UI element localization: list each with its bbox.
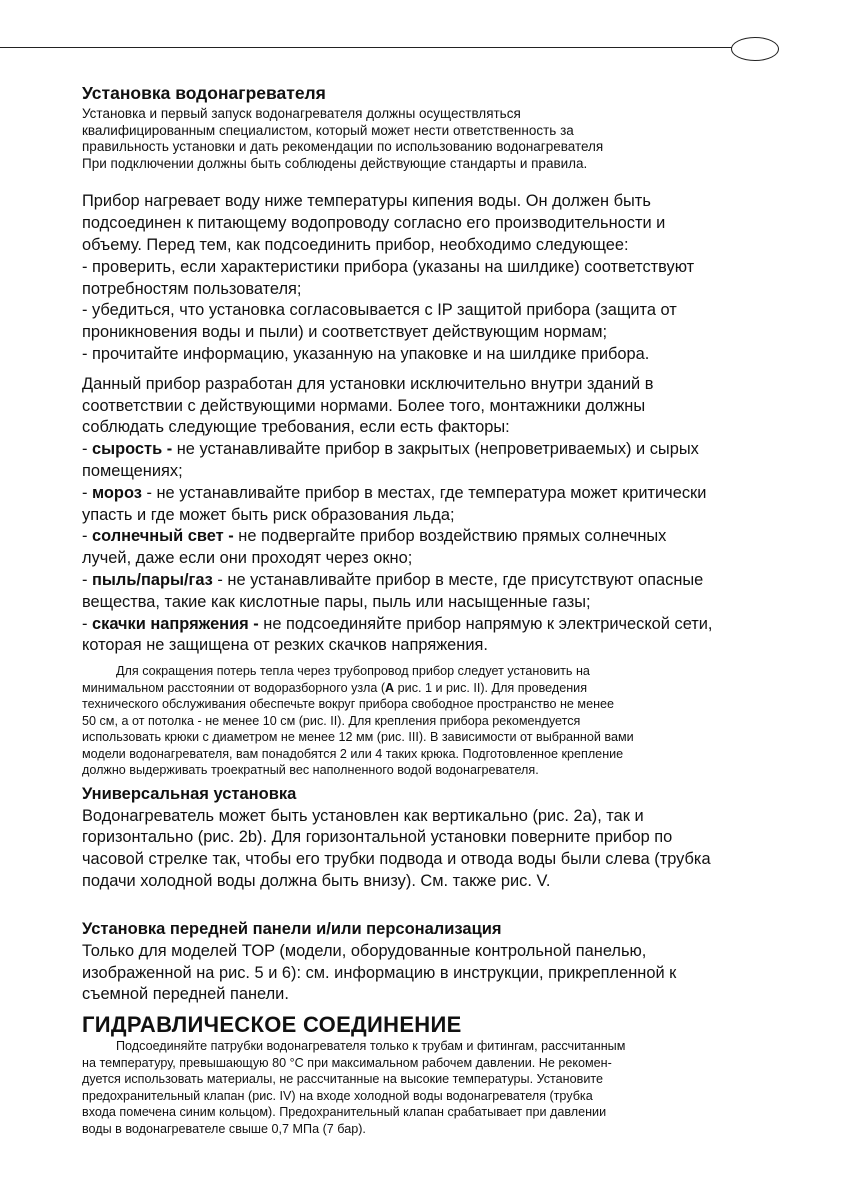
factor-item: - пыль/пары/газ - не устанавливайте прибор в месте, где присутствуют опасные bbox=[82, 570, 704, 589]
text-line bbox=[82, 713, 772, 730]
text-span: использовать крюки с диаметром не менее 12 мм (рис. III). В зависимости от выбранной вами bbox=[82, 730, 634, 745]
text-line: подсоединен к питающему водопроводу согласно его производительности и bbox=[82, 214, 666, 233]
factor-item: - скачки напряжения - не подсоединяйте прибор напрямую к электрической сети, bbox=[82, 614, 713, 633]
header-rule bbox=[0, 47, 738, 48]
factor-text-cont: лучей, даже если они проходят через окно; bbox=[82, 549, 413, 568]
text-line: Данный прибор разработан для установки исключительно внутри зданий в bbox=[82, 374, 654, 393]
text-span: рис. 1 и рис. II). Для проведения bbox=[394, 680, 588, 695]
text-line bbox=[82, 680, 772, 697]
text-span: минимальном расстоянии от водоразборного узла ( bbox=[82, 680, 386, 695]
requirements-paragraph bbox=[82, 191, 772, 365]
text-line: горизонтально (рис. 2b). Для горизонтальной установки поверните прибор по bbox=[82, 828, 673, 847]
text-line bbox=[82, 663, 772, 680]
factor-text-cont: помещениях; bbox=[82, 461, 183, 480]
text-line: соблюдать следующие требования, если есть факторы: bbox=[82, 418, 510, 437]
universal-paragraph bbox=[82, 806, 772, 893]
text-line: подачи холодной воды должна быть внизу). См. также рис. V. bbox=[82, 872, 551, 890]
text-span: должно выдерживать троекратный вес наполненного водой водонагревателя. bbox=[82, 763, 539, 778]
intro-line: правильность установки и дать рекомендации по использованию водонагревателя bbox=[82, 139, 604, 155]
text-line bbox=[82, 762, 772, 779]
factor-item: - сырость - не устанавливайте прибор в закрытых (непроветриваемых) и сырых bbox=[82, 440, 699, 459]
text-line: соответствии с действующими нормами. Более того, монтажники должны bbox=[82, 396, 646, 415]
intro-line: При подключении должны быть соблюдены действующие стандарты и правила. bbox=[82, 155, 588, 171]
text-span: 50 см, а от потолка - не менее 10 см (рис. II). Для крепления прибора рекомендуется bbox=[82, 713, 581, 728]
front-panel-paragraph bbox=[82, 941, 772, 1006]
front-panel-heading: Установка передней панели и/или персонализация bbox=[82, 919, 502, 938]
text-line: - проверить, если характеристики прибора (указаны на шилдике) соответствуют bbox=[82, 257, 695, 276]
install-intro bbox=[82, 106, 772, 172]
factor-text: - не устанавливайте прибор в местах, где температура может критически bbox=[141, 483, 707, 502]
text-line: - убедиться, что установка согласовывается с IP защитой прибора (защита от bbox=[82, 301, 677, 320]
text-line: съемной передней панели. bbox=[82, 985, 289, 1004]
text-line: на температуру, превышающую 80 °С при максимальном рабочем давлении. Не рекомен- bbox=[82, 1055, 612, 1070]
hydraulic-paragraph bbox=[82, 1038, 772, 1137]
text-span: модели водонагревателя, вам понадобятся 2 или 4 таких крюка. Подготовленное крепление bbox=[82, 746, 624, 761]
factors-paragraph bbox=[82, 374, 772, 657]
text-span: Для сокращения потерь тепла через трубопровод прибор следует установить на bbox=[116, 664, 590, 679]
intro-line: квалифицированным специалистом, который может нести ответственность за bbox=[82, 122, 574, 138]
text-line bbox=[82, 696, 772, 713]
factor-term: скачки напряжения - bbox=[92, 614, 259, 633]
intro-line: Установка и первый запуск водонагревателя должны осуществляться bbox=[82, 106, 521, 121]
hydraulic-heading: ГИДРАВЛИЧЕСКОЕ СОЕДИНЕНИЕ bbox=[82, 1012, 462, 1038]
page-number-oval bbox=[731, 37, 779, 61]
text-line: проникновения воды и пыли) и соответствует действующим нормам; bbox=[82, 323, 608, 342]
text-span: технического обслуживания обеспечьте вокруг прибора свободное пространство не менее bbox=[82, 697, 615, 712]
text-line bbox=[82, 746, 772, 763]
text-line bbox=[82, 729, 772, 746]
factor-text-cont: которая не защищена от резких скачков напряжения. bbox=[82, 636, 488, 655]
factor-item: - мороз - не устанавливайте прибор в местах, где температура может критически bbox=[82, 483, 707, 502]
text-line: предохранительный клапан (рис. IV) на входе холодной воды водонагревателя (трубка bbox=[82, 1088, 593, 1103]
factor-term: солнечный свет - bbox=[92, 527, 234, 546]
text-line: Только для моделей TOP (модели, оборудованные контрольной панелью, bbox=[82, 941, 647, 960]
factor-text: не подсоединяйте прибор напрямую к электрической сети, bbox=[258, 614, 713, 633]
factor-text: - не устанавливайте прибор в месте, где присутствуют опасные bbox=[212, 570, 704, 589]
factor-text-cont: вещества, такие как кислотные пары, пыль или насыщенные газы; bbox=[82, 592, 591, 611]
page-content bbox=[82, 82, 772, 1137]
factor-term: мороз bbox=[92, 483, 142, 502]
clearance-paragraph bbox=[82, 663, 772, 779]
text-line: воды в водонагревателе свыше 0,7 МПа (7 бар). bbox=[82, 1121, 366, 1136]
text-line: объему. Перед тем, как подсоединить прибор, необходимо следующее: bbox=[82, 235, 629, 254]
factor-text-cont: упасть и где может быть риск образования льда; bbox=[82, 505, 455, 524]
text-line: входа помечена синим кольцом). Предохранительный клапан срабатывает при давлении bbox=[82, 1105, 607, 1120]
factor-term: сырость - bbox=[92, 440, 173, 459]
label-a: A bbox=[385, 680, 395, 695]
text-line: Прибор нагревает воду ниже температуры кипения воды. Он должен быть bbox=[82, 192, 651, 211]
text-line: часовой стрелке так, чтобы его трубки подвода и отвода воды были слева (трубка bbox=[82, 850, 711, 869]
text-line: дуется использовать материалы, не рассчитанные на высокие температуры. Установите bbox=[82, 1072, 603, 1087]
factor-text: не подвергайте прибор воздействию прямых солнечных bbox=[233, 527, 667, 546]
factor-text: не устанавливайте прибор в закрытых (непроветриваемых) и сырых bbox=[172, 440, 699, 459]
text-line: Водонагреватель может быть установлен как вертикально (рис. 2a), так и bbox=[82, 806, 644, 825]
text-line: изображенной на рис. 5 и 6): см. информацию в инструкции, прикрепленной к bbox=[82, 963, 677, 982]
text-line: потребностям пользователя; bbox=[82, 279, 302, 298]
text-line: Подсоединяйте патрубки водонагревателя только к трубам и фитингам, рассчитанным bbox=[116, 1039, 626, 1054]
text-line: - прочитайте информацию, указанную на упаковке и на шилдике прибора. bbox=[82, 344, 650, 363]
install-heading: Установка водонагревателя bbox=[82, 83, 326, 103]
universal-heading: Универсальная установка bbox=[82, 784, 297, 803]
factor-term: пыль/пары/газ bbox=[92, 570, 213, 589]
factor-item: - солнечный свет - не подвергайте прибор воздействию прямых солнечных bbox=[82, 527, 667, 546]
